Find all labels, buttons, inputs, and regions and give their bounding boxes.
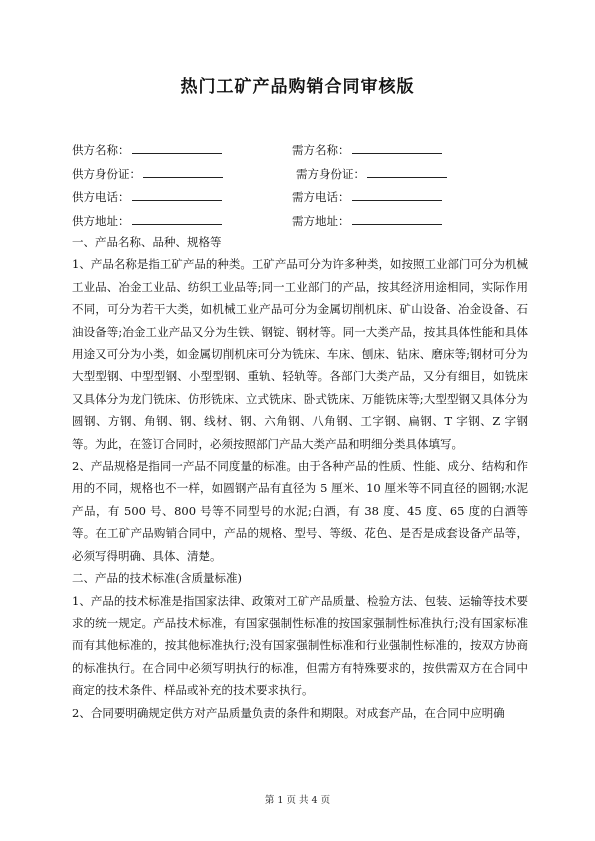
supplier-id-field [72,163,223,187]
buyer-id-blank[interactable] [367,165,447,178]
supplier-id-blank[interactable] [143,165,223,178]
supplier-name-blank[interactable] [132,141,222,154]
buyer-phone-label: 需方电话： [292,190,350,204]
buyer-name-label: 需方名称： [292,143,350,157]
party-row-address [72,210,532,234]
buyer-name-blank[interactable] [352,141,442,154]
party-row-name [72,139,532,163]
supplier-phone-label: 供方电话： [72,190,130,204]
paragraph: 1、产品的技术标准是指国家法律、政策对工矿产品质量、检验方法、包装、运输等技术要求的统一规定。产品技术标准，有国家强制性标准的按国家强制性标准执行;没有国家标准而有其他标准的，按其他标准执行;没有国家强制性标准和行业强制性标准的，按双方协商的标准执行。在合同中必须写明执行的标准，但需方有特殊要求的，按供需双方在合同中商定的技术条件、样品或补充的技术要求执行。 [72,593,528,698]
buyer-id-field [296,163,447,187]
document-title: 热门工矿产品购销合同审核版 [180,77,415,97]
buyer-address-label: 需方地址： [292,213,350,228]
buyer-name-field [292,139,442,163]
supplier-address-field [72,210,222,234]
paragraph: 2、产品规格是指同一产品不同度量的标准。由于各种产品的性质、性能、成分、结构和作用的不同，规格也不一样，如圆钢产品有直径为 5 厘米、10 厘米等不同直径的圆钢;水泥产品，有 500 号、800 号等不同型号的水泥;白酒，有 38 度、45 度、65 度的白酒等等。在工矿产品购销合同中，产品的规格、型号、等级、花色、是否是成套设备产品等，必须写得明确、具体、清楚。 [72,459,528,563]
buyer-phone-field [292,186,442,210]
supplier-name-label: 供方名称： [72,143,130,157]
section-heading: 一、产品名称、品种、规格等 [72,235,222,249]
supplier-phone-field [72,186,222,210]
buyer-address-blank[interactable] [352,212,442,225]
buyer-address-field [292,210,442,234]
buyer-id-label: 需方身份证： [296,166,365,181]
buyer-phone-blank[interactable] [352,188,442,201]
supplier-address-blank[interactable] [132,212,222,225]
party-row-phone [72,186,532,210]
section-heading: 二、产品的技术标准(含质量标准) [72,571,242,586]
document-body [72,231,528,724]
supplier-address-label: 供方地址： [72,213,130,228]
page-footer: 第 1 页 共 4 页 [264,795,331,806]
supplier-name-field [72,139,222,163]
supplier-id-label: 供方身份证： [72,166,141,181]
party-info-block [72,139,532,233]
paragraph: 1、产品名称是指工矿产品的种类。工矿产品可分为许多种类，如按照工业部门可分为机械工业品、冶金工业品、纺织工业品等;同一工业部门的产品，按其经济用途相同，实际作用不同，可分为若干大类，如机械工业产品可分为金属切削机床、矿山设备、冶金设备、石油设备等;冶金工业产品又分为生铁、钢锭、钢材等。同一大类产品，按其具体性能和具体用途又可分为小类，如金属切削机床可分为铣床、车床、刨床、钻床、磨床等;钢材可分为大型型钢、中型型钢、小型型钢、重轨、轻轨等。各部门大类产品，又分有细目，如铣床又具体分为龙门铣床、仿形铣床、立式铣床、卧式铣床、万能铣床等;大型型钢又具体分为圆钢、方钢、角钢、钢、线材、钢、六角钢、八角钢、工字钢、扁钢、T 字钢、Z 字钢等。为此，在签订合同时，必须按照部门产品大类产品和明细分类具体填写。 [72,257,528,451]
supplier-phone-blank[interactable] [132,188,222,201]
party-row-id [72,163,532,187]
paragraph: 2、合同要明确规定供方对产品质量负责的条件和期限。对成套产品，在合同中应明确 [72,705,505,720]
